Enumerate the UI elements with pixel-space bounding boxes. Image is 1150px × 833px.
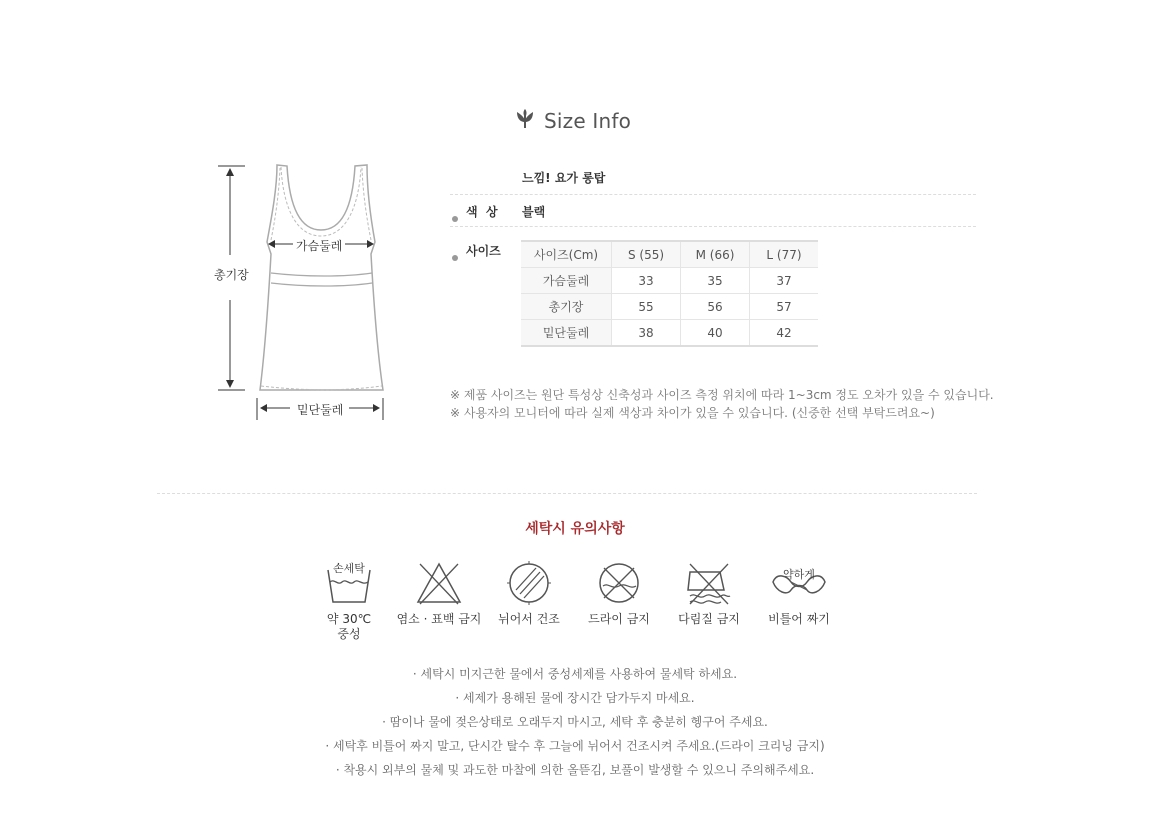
no-bleach-icon — [394, 560, 484, 627]
list-item: · 세탁시 미지근한 물에서 중성세제를 사용하여 물세탁 하세요. — [412, 667, 738, 681]
size-table-cell: 56 — [681, 294, 750, 320]
list-item: · 세탁후 비틀어 짜지 말고, 단시간 탈수 후 그늘에 뉘어서 건조시켜 주세요.(드라이 크리닝 금지) — [325, 739, 825, 753]
no-dry-clean-caption: 드라이 금지 — [588, 612, 650, 626]
hand-wash-icon — [304, 560, 394, 642]
no-iron-icon — [664, 560, 754, 627]
garment-diagram — [205, 160, 405, 425]
gentle-wring-icon — [754, 560, 844, 627]
size-table-header — [521, 241, 818, 268]
hand-wash-top-label: 손세탁 — [333, 562, 365, 575]
list-item: · 땀이나 물에 젖은상태로 오래두지 마시고, 세탁 후 충분히 헹구어 주세요. — [382, 715, 768, 729]
size-table-cell: 42 — [750, 320, 819, 347]
flat-dry-caption: 뉘어서 건조 — [498, 612, 560, 626]
size-table-cell: 37 — [750, 268, 819, 294]
tulip-icon — [514, 108, 536, 134]
size-label: 사이즈 — [466, 244, 501, 258]
size-table — [521, 240, 818, 347]
hem-label: 밑단둘레 — [297, 403, 344, 417]
size-table-cell: 사이즈(Cm) — [521, 241, 612, 268]
section-title — [514, 104, 631, 138]
size-table-cell: 55 — [612, 294, 681, 320]
size-table-cell: 밑단둘레 — [521, 320, 612, 347]
size-note: ※ 제품 사이즈는 원단 특성상 신축성과 사이즈 측정 위치에 따라 1~3cm 정도 오차가 있을 수 있습니다. — [450, 388, 994, 402]
washing-tips — [0, 664, 1150, 784]
gentle-wring-caption: 비틀어 짜기 — [768, 612, 830, 626]
section-divider — [157, 493, 977, 494]
list-item: · 착용시 외부의 물체 및 과도한 마찰에 의한 올뜯김, 보풀이 발생할 수 있으니 주의해주세요. — [335, 763, 815, 777]
table-row — [521, 294, 818, 320]
size-table-cell: 38 — [612, 320, 681, 347]
divider — [450, 226, 976, 227]
size-table-cell: 총기장 — [521, 294, 612, 320]
bullet-dot — [452, 207, 458, 226]
no-dry-clean-icon — [574, 560, 664, 627]
color-value: 블랙 — [522, 205, 546, 219]
size-table-cell: M (66) — [681, 241, 750, 268]
size-table-cell: 57 — [750, 294, 819, 320]
size-table-cell: S (55) — [612, 241, 681, 268]
size-table-cell: 가슴둘레 — [521, 268, 612, 294]
washing-title: 세탁시 유의사항 — [525, 521, 625, 537]
flat-dry-icon — [484, 560, 574, 627]
divider — [450, 194, 976, 195]
no-bleach-caption: 염소 · 표백 금지 — [396, 612, 482, 626]
title-text: Size Info — [544, 109, 632, 133]
bullet-dot — [452, 246, 458, 265]
color-note: ※ 사용자의 모니터에 따라 실제 색상과 차이가 있을 수 있습니다. (신중한 선택 부탁드려요~) — [450, 406, 935, 420]
product-name: 느낌! 요가 롱탑 — [522, 171, 606, 185]
size-table-cell: 33 — [612, 268, 681, 294]
size-table-cell: L (77) — [750, 241, 819, 268]
length-label: 총기장 — [214, 268, 249, 282]
list-item: · 세제가 용해된 물에 장시간 담가두지 마세요. — [455, 691, 695, 705]
color-label: 색 상 — [466, 205, 498, 219]
hand-wash-caption: 약 30℃ 중성 — [326, 612, 372, 641]
table-row — [521, 320, 818, 347]
table-row — [521, 268, 818, 294]
size-table-cell: 35 — [681, 268, 750, 294]
gentle-wring-top-label: 약하게 — [783, 568, 815, 581]
chest-label: 가슴둘레 — [296, 239, 343, 253]
no-iron-caption: 다림질 금지 — [678, 612, 740, 626]
size-table-cell: 40 — [681, 320, 750, 347]
